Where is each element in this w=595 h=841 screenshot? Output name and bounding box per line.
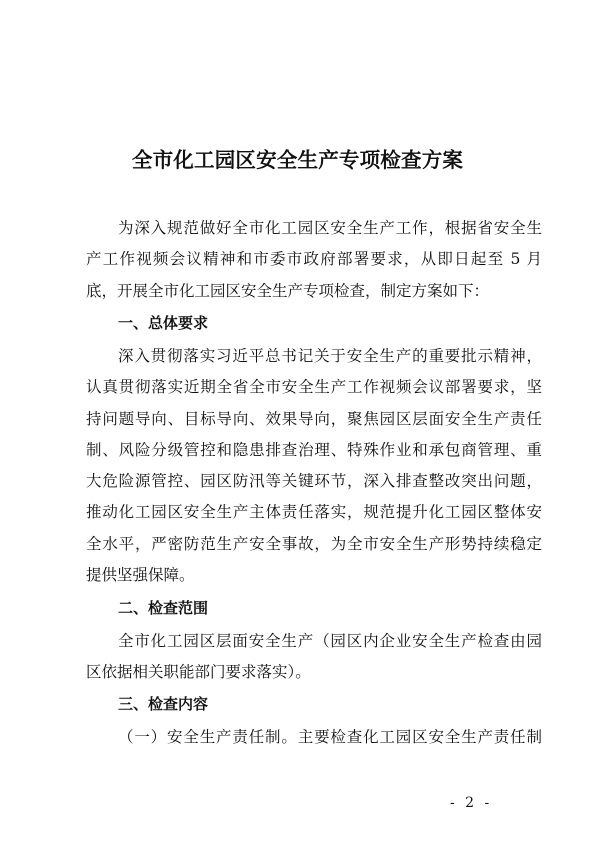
paragraph-line: 持问题导向、目标导向、效果导向，聚焦园区层面安全生产责任 <box>86 410 542 428</box>
paragraph-line: 全水平，严密防范生产安全事故，为全市安全生产形势持续稳定 <box>86 535 542 553</box>
paragraph-line: 区依据相关职能部门要求落实）。 <box>86 663 311 681</box>
paragraph-line: 大危险源管控、园区防汛等关键环节，深入排查整改突出问题， <box>86 472 542 490</box>
section-heading: 一、总体要求 <box>118 314 209 332</box>
paragraph-line: 全市化工园区层面安全生产（园区内企业安全生产检查由园 <box>118 632 542 650</box>
section-heading: 二、检查范围 <box>118 599 209 617</box>
paragraph-line: 提供坚强保障。 <box>86 566 195 584</box>
paragraph-line: 深入贯彻落实习近平总书记关于安全生产的重要批示精神， <box>118 347 542 365</box>
document-title: 全市化工园区安全生产专项检查方案 <box>131 148 464 172</box>
paragraph-line: 认真贯彻落实近期全省全市安全生产工作视频会议部署要求，坚 <box>86 378 542 396</box>
paragraph-line: 推动化工园区安全生产主体责任落实，规范提升化工园区整体安 <box>86 503 542 521</box>
intro-line: 为深入规范做好全市化工园区安全生产工作，根据省安全生 <box>118 219 542 237</box>
page-number: - 2 - <box>450 795 493 811</box>
intro-line: 产工作视频会议精神和市委市政府部署要求，从即日起至 5 月 <box>86 250 542 268</box>
intro-line: 底，开展全市化工园区安全生产专项检查，制定方案如下： <box>86 282 490 300</box>
paragraph-line: 制、风险分级管控和隐患排查治理、特殊作业和承包商管理、重 <box>86 441 542 459</box>
paragraph-line: （一）安全生产责任制。主要检查化工园区安全生产责任制 <box>118 728 542 746</box>
section-heading: 三、检查内容 <box>118 695 209 713</box>
